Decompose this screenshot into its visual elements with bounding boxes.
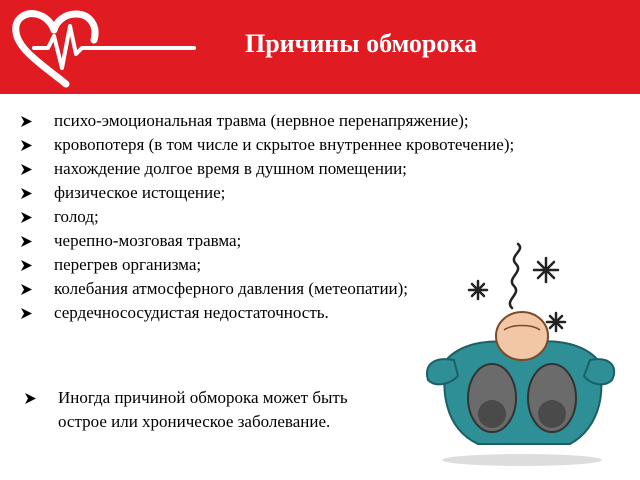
list-item-text: перегрев организма;: [54, 255, 202, 274]
list-item: [20, 110, 590, 132]
list-item: [20, 230, 590, 252]
list-item-text: сердечнососудистая недостаточность.: [54, 303, 329, 322]
note-text: Иногда причиной обморока может быть острое или хроническое заболевание.: [58, 388, 348, 431]
list-item-text: черепно-мозговая травма;: [54, 231, 242, 250]
arrow-bullet-icon: [20, 187, 33, 200]
header-banner: [0, 0, 640, 94]
arrow-bullet-icon: [20, 283, 33, 296]
note-list: [24, 386, 384, 434]
list-item-text: колебания атмосферного давления (метеопатии);: [54, 279, 409, 298]
list-item-text: голод;: [54, 207, 99, 226]
arrow-bullet-icon: [20, 235, 33, 248]
causes-list: [20, 110, 590, 326]
arrow-bullet-icon: [20, 115, 33, 128]
note-item: [24, 386, 384, 434]
list-item: [20, 206, 590, 228]
list-item: [20, 278, 590, 300]
list-item-text: психо-эмоциональная травма (нервное перенапряжение);: [54, 111, 469, 130]
arrow-bullet-icon: [20, 163, 33, 176]
list-item-text: нахождение долгое время в душном помещении;: [54, 159, 407, 178]
arrow-bullet-icon: [20, 211, 33, 224]
list-item: [20, 254, 590, 276]
list-item: [20, 302, 590, 324]
arrow-bullet-icon: [24, 392, 37, 405]
page-title: Причины обморока: [245, 29, 477, 58]
arrow-bullet-icon: [20, 139, 33, 152]
list-item: [20, 134, 590, 156]
arrow-bullet-icon: [20, 259, 33, 272]
heart-pulse-logo-icon: [4, 6, 204, 92]
list-item: [20, 182, 590, 204]
arrow-bullet-icon: [20, 307, 33, 320]
list-item-text: физическое истощение;: [54, 183, 226, 202]
list-item-text: кровопотеря (в том числе и скрытое внутреннее кровотечение);: [54, 135, 515, 154]
list-item: [20, 158, 590, 180]
